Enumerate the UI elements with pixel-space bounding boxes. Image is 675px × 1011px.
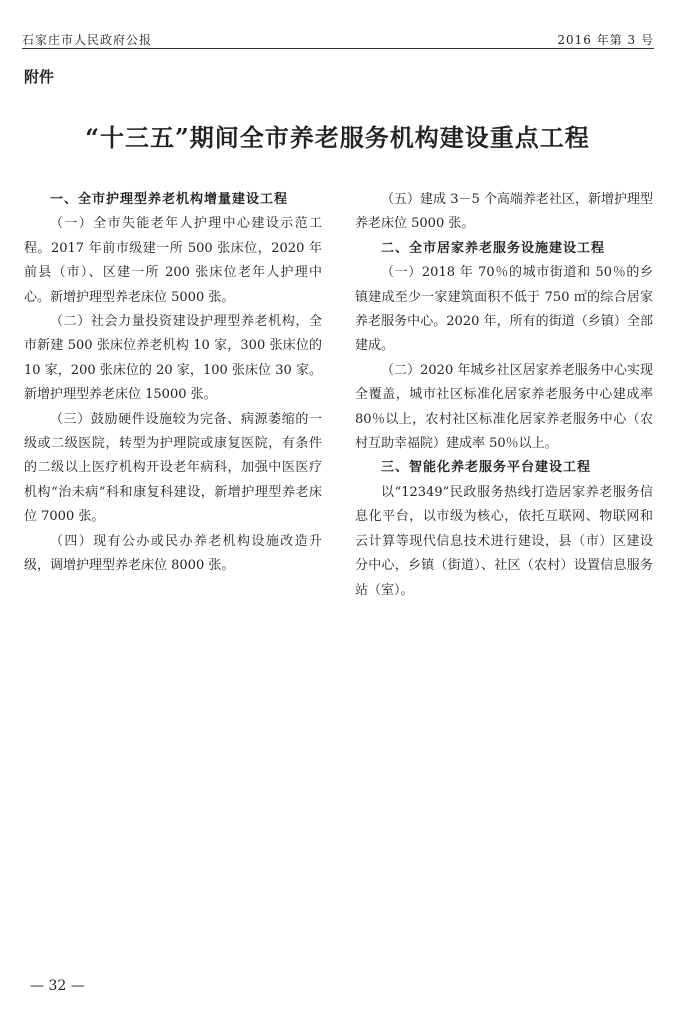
paragraph-2: （二）社会力量投资建设护理型养老机构，全市新建 500 张床位养老机构 10 家，300 张床位的 10 家，200 张床位的 20 家，100 张床位 30 家。新增护理型养老床位 15000 张。 bbox=[24, 314, 322, 403]
page-number: — 32 — bbox=[30, 978, 85, 994]
page-header bbox=[22, 28, 654, 49]
paragraph-8: 以“12349”民政服务热线打造居家养老服务信息化平台，以市级为核心，依托互联网、物联网和云计算等现代信息技术进行建设，县（市）区建设分中心，乡镇（街道）、社区（农村）设置信息服务站（室）。 bbox=[355, 484, 653, 598]
section-heading-3: 三、智能化养老服务平台建设工程 bbox=[381, 460, 592, 476]
paragraph-3: （三）鼓励硬件设施较为完备、病源萎缩的一级或二级医院，转型为护理院或康复医院，有条件的二级以上医疗机构开设老年病科，加强中医医疗机构“治未病”科和康复科建设，新增护理型养老床位 7000 张。 bbox=[24, 411, 322, 525]
paragraph-4: （四）现有公办或民办养老机构设施改造升级，调增护理型养老床位 8000 张。 bbox=[24, 533, 322, 574]
paragraph-6: （一）2018 年 70％的城市街道和 50％的乡镇建成至少一家建筑面积不低于 750 ㎡的综合居家养老服务中心。2020 年，所有的街道（乡镇）全部建成。 bbox=[355, 265, 653, 354]
paragraph-5: （五）建成 3－5 个高端养老社区，新增护理型养老床位 5000 张。 bbox=[355, 192, 653, 232]
attachment-label: 附件 bbox=[24, 68, 55, 86]
publication-name: 石家庄市人民政府公报 bbox=[22, 33, 153, 47]
section-heading-1: 一、全市护理型养老机构增量建设工程 bbox=[50, 192, 289, 207]
document-title: “十三五”期间全市养老服务机构建设重点工程 bbox=[85, 123, 590, 152]
right-column bbox=[355, 188, 653, 603]
paragraph-1: （一）全市失能老年人护理中心建设示范工程。2017 年前市级建一所 500 张床位，2020 年前县（市）、区建一所 200 张床位老年人护理中心。新增护理型养老床位 5000 张。 bbox=[24, 216, 322, 305]
issue-number: 2016 年第 3 号 bbox=[557, 33, 654, 47]
left-column bbox=[24, 188, 322, 579]
section-heading-2: 二、全市居家养老服务设施建设工程 bbox=[381, 240, 606, 256]
paragraph-7: （二）2020 年城乡社区居家养老服务中心实现全覆盖，城市社区标准化居家养老服务中心建成率 80％以上，农村社区标准化居家养老服务中心（农村互助幸福院）建成率 50％以上。 bbox=[355, 362, 653, 452]
